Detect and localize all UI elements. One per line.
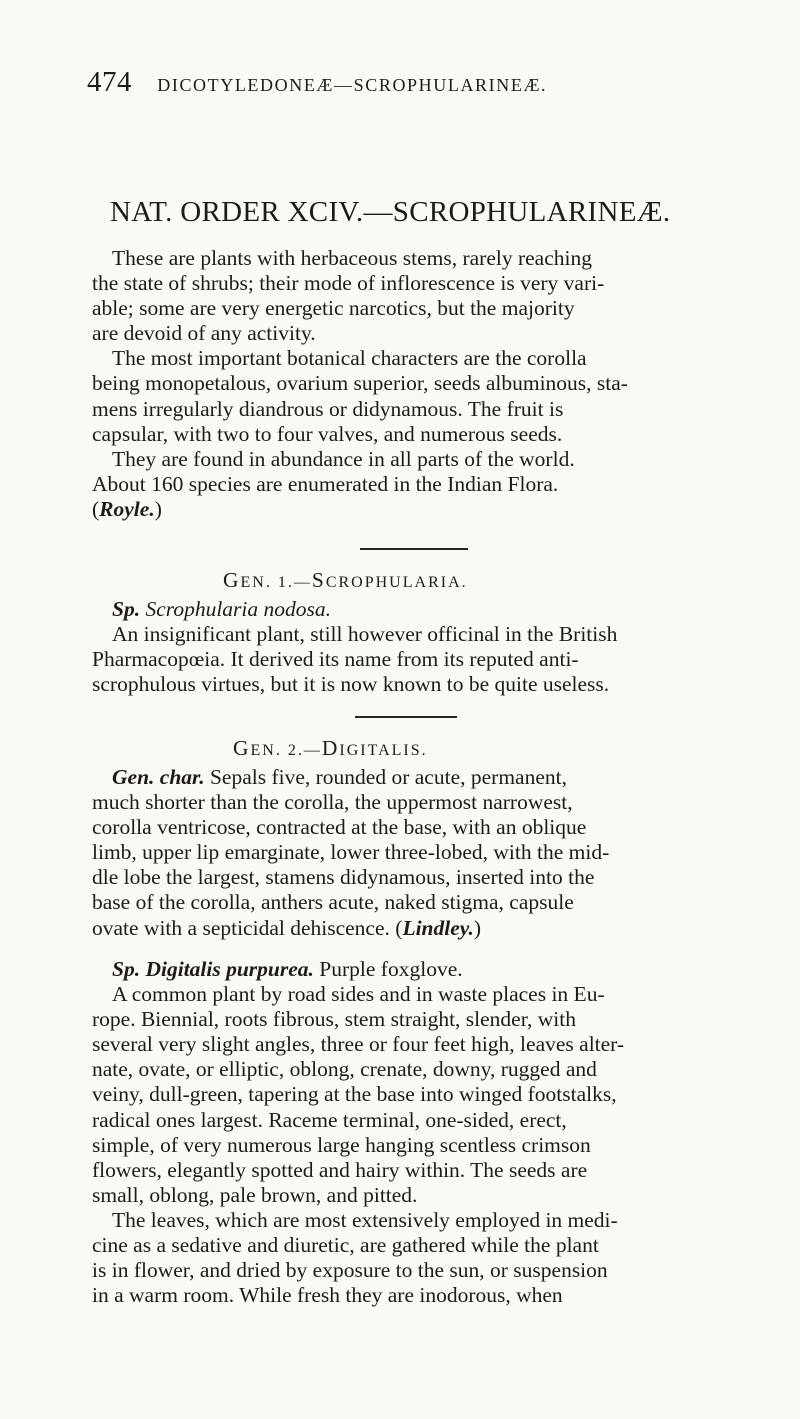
text-line: capsular, with two to four valves, and numerous seeds. xyxy=(92,421,563,446)
text-line: mens irregularly diandrous or didynamous. The fruit is xyxy=(92,396,564,421)
citation: (Royle.) xyxy=(92,496,162,521)
common-name: Purple foxglove. xyxy=(319,957,463,981)
section-divider xyxy=(360,548,468,550)
species-line xyxy=(92,957,740,982)
text-line: being monopetalous, ovarium superior, seeds albuminous, sta- xyxy=(92,371,628,396)
text-line: the state of shrubs; their mode of inflorescence is very vari- xyxy=(92,271,605,296)
genus-heading-scrophularia: GEN. 1.—SCROPHULARIA. xyxy=(223,568,468,592)
running-header xyxy=(87,66,547,99)
text-line: They are found in abundance in all parts of the world. xyxy=(112,446,575,471)
genus-1-text xyxy=(92,597,740,697)
text-line: corolla ventricose, contracted at the base, with an oblique xyxy=(92,815,587,840)
text-line: cine as a sedative and diuretic, are gathered while the plant xyxy=(92,1233,599,1258)
citation-author: Royle. xyxy=(99,496,155,521)
text-line: nate, ovate, or elliptic, oblong, crenate, downy, rugged and xyxy=(92,1057,597,1082)
text-line: scrophulous virtues, but it is now known to be quite useless. xyxy=(92,672,610,697)
genus-char-label: Gen. char. xyxy=(112,765,205,789)
text-line: is in flower, and dried by exposure to the sun, or suspension xyxy=(92,1258,608,1283)
text-line: A common plant by road sides and in waste places in Eu- xyxy=(112,982,605,1007)
citation-author: Lindley. xyxy=(402,915,474,940)
species-description xyxy=(92,957,740,1308)
text-line: The leaves, which are most extensively employed in medi- xyxy=(112,1207,618,1232)
text-line: base of the corolla, anthers acute, naked stigma, capsule xyxy=(92,890,574,915)
species-label: Sp. xyxy=(112,957,141,981)
page-number: 474 xyxy=(87,66,132,98)
species-line xyxy=(92,597,740,622)
text-line: much shorter than the corolla, the uppermost narrowest, xyxy=(92,790,573,815)
text-line: veiny, dull-green, tapering at the base into winged footstalks, xyxy=(92,1082,617,1107)
genus-heading-digitalis: GEN. 2.—DIGITALIS. xyxy=(233,736,428,760)
text-line: These are plants with herbaceous stems, rarely reaching xyxy=(112,246,592,270)
text-line: dle lobe the largest, stamens didynamous, inserted into the xyxy=(92,865,595,890)
text-line: The most important botanical characters are the corolla xyxy=(112,346,587,371)
text-line: small, oblong, pale brown, and pitted. xyxy=(92,1182,418,1207)
section-divider xyxy=(355,716,457,718)
text-line: Pharmacopœia. It derived its name from its reputed anti- xyxy=(92,647,579,672)
text-line: About 160 species are enumerated in the Indian Flora. xyxy=(92,471,559,496)
order-title: NAT. ORDER XCIV.—SCROPHULARINEÆ. xyxy=(110,196,671,228)
text-line: able; some are very energetic narcotics, but the majority xyxy=(92,296,575,321)
text-line: flowers, elegantly spotted and hairy within. The seeds are xyxy=(92,1157,588,1182)
text-line: in a warm room. While fresh they are inodorous, when xyxy=(92,1283,563,1308)
text-line: rope. Biennial, roots fibrous, stem straight, slender, with xyxy=(92,1007,577,1032)
species-name: Digitalis purpurea. xyxy=(145,957,314,981)
text-line: radical ones largest. Raceme terminal, one-sided, erect, xyxy=(92,1107,567,1132)
text-line: several very slight angles, three or four feet high, leaves alter- xyxy=(92,1032,625,1057)
genus-2-characters xyxy=(92,765,740,941)
text-line: are devoid of any activity. xyxy=(92,321,316,346)
species-label: Sp. xyxy=(112,597,141,621)
running-title: DICOTYLEDONEÆ—SCROPHULARINEÆ. xyxy=(157,75,548,95)
text-line: limb, upper lip emarginate, lower three-lobed, with the mid- xyxy=(92,840,610,865)
text-line: An insignificant plant, still however officinal in the British xyxy=(112,622,618,647)
text-line: ovate with a septicidal dehiscence. (Lindley.) xyxy=(92,915,482,940)
text-line: simple, of very numerous large hanging scentless crimson xyxy=(92,1132,591,1157)
genus-character-line: Gen. char. Sepals five, rounded or acute, permanent, xyxy=(112,765,567,789)
intro-paragraph xyxy=(92,246,740,522)
species-name: Scrophularia nodosa. xyxy=(145,597,332,621)
